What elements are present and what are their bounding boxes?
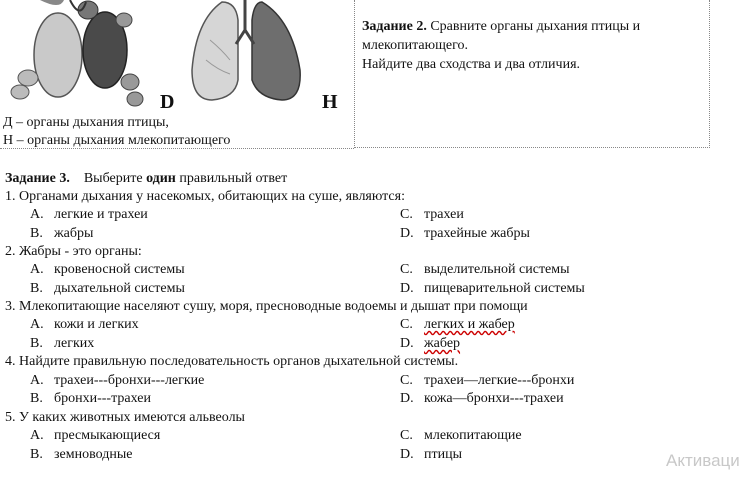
task2-text-1: Сравните органы дыхания птицы и: [426, 19, 641, 34]
q1-option-a[interactable]: [30, 206, 148, 224]
question-1: 1. Органами дыхания у насекомых, обитающих на суше, являются:: [5, 189, 405, 204]
letter-a: А.: [30, 373, 44, 388]
q5-option-a-text: пресмыкающиеся: [54, 428, 161, 443]
q5-option-a[interactable]: [30, 427, 160, 445]
q3-option-d-text: жабер: [424, 336, 461, 351]
q4-option-d-text: кожа—бронхи---трахеи: [424, 391, 564, 406]
q4-option-b-text: бронхи---трахеи: [54, 391, 151, 406]
letter-a: А.: [30, 262, 44, 277]
letter-c: С.: [400, 317, 413, 332]
question-3: 3. Млекопитающие населяют сушу, моря, пресноводные водоемы и дышат при помощи: [5, 299, 528, 314]
q5-option-d-text: птицы: [424, 447, 463, 462]
q5-option-c[interactable]: [400, 427, 522, 445]
task2-line2: млекопитающего.: [362, 38, 468, 53]
task2-line1: [362, 19, 640, 35]
bird-respiratory-organs: [11, 0, 143, 106]
mammal-lungs: [192, 0, 300, 100]
question-4: 4. Найдите правильную последовательность органов дыхательной системы.: [5, 354, 459, 369]
letter-c: С.: [400, 428, 413, 443]
question-5: 5. У каких животных имеются альвеолы: [5, 410, 245, 425]
q3-option-b[interactable]: [30, 335, 94, 353]
activation-watermark: Активаци: [666, 451, 740, 470]
letter-b: В.: [30, 447, 43, 462]
q1-option-c-text: трахеи: [424, 207, 464, 222]
task2-line3: Найдите два сходства и два отличия.: [362, 57, 581, 72]
q4-option-a-text: трахеи---бронхи---легкие: [54, 373, 205, 388]
letter-c: С.: [400, 373, 413, 388]
respiratory-organs-figure: [0, 0, 354, 118]
q4-option-a[interactable]: [30, 372, 204, 390]
q3-option-c[interactable]: [400, 316, 515, 334]
letter-b: В.: [30, 281, 43, 296]
q2-option-a[interactable]: [30, 261, 185, 279]
letter-b: В.: [30, 391, 43, 406]
q4-option-c-text: трахеи—легкие---бронхи: [424, 373, 575, 388]
q1-option-b-text: жабры: [54, 226, 94, 241]
label-h: H: [322, 91, 338, 113]
q1-option-c[interactable]: [400, 206, 464, 224]
q5-option-c-text: млекопитающие: [424, 428, 522, 443]
q1-option-d-text: трахейные жабры: [424, 226, 530, 241]
letter-a: А.: [30, 317, 44, 332]
figure-caption-2: Н – органы дыхания млекопитающего: [3, 133, 231, 148]
letter-b: В.: [30, 226, 43, 241]
letter-a: А.: [30, 207, 44, 222]
q3-option-c-text: легких и жабер: [424, 317, 515, 332]
task2-heading: Задание 2.: [362, 19, 427, 34]
figure-divider: [0, 148, 354, 149]
letter-d: D.: [400, 391, 414, 406]
letter-d: D.: [400, 281, 414, 296]
letter-a: А.: [30, 428, 44, 443]
q2-option-d-text: пищеварительной системы: [424, 281, 585, 296]
letter-c: С.: [400, 262, 413, 277]
q3-option-d[interactable]: [400, 335, 460, 353]
q4-option-c[interactable]: [400, 372, 574, 390]
q1-option-a-text: легкие и трахеи: [54, 207, 148, 222]
q2-option-b-text: дыхательной системы: [54, 281, 185, 296]
task3-intro-post: правильный ответ: [175, 171, 288, 186]
q3-option-a-text: кожи и легких: [54, 317, 139, 332]
question-2: 2. Жабры - это органы:: [5, 244, 142, 259]
letter-c: С.: [400, 207, 413, 222]
letter-d: D.: [400, 447, 414, 462]
q2-option-a-text: кровеносной системы: [54, 262, 185, 277]
task3-intro-bold: один: [146, 171, 176, 186]
q5-option-b-text: земноводные: [54, 447, 133, 462]
q2-option-d[interactable]: [400, 280, 585, 298]
figure-caption-1: Д – органы дыхания птицы,: [3, 115, 169, 130]
label-d: D: [160, 91, 175, 113]
q3-option-a[interactable]: [30, 316, 139, 334]
q1-option-d[interactable]: [400, 225, 530, 243]
letter-d: D.: [400, 226, 414, 241]
q1-option-b[interactable]: [30, 225, 93, 243]
task3-intro-pre: Выберите: [83, 171, 147, 186]
letter-b: В.: [30, 336, 43, 351]
task3-heading: Задание 3.: [5, 171, 70, 186]
letter-d: D.: [400, 336, 414, 351]
q2-option-c-text: выделительной системы: [424, 262, 570, 277]
q5-option-d[interactable]: [400, 446, 462, 464]
q2-option-c[interactable]: [400, 261, 570, 279]
q2-option-b[interactable]: [30, 280, 185, 298]
q4-option-d[interactable]: [400, 390, 564, 408]
q4-option-b[interactable]: [30, 390, 151, 408]
task3-header: [5, 170, 287, 188]
q3-option-b-text: легких: [54, 336, 95, 351]
q5-option-b[interactable]: [30, 446, 132, 464]
